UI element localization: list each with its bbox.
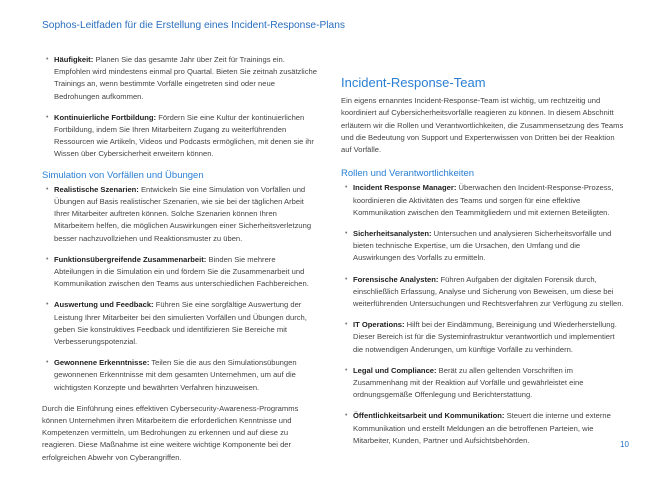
bullet-label: Realistische Szenarien:	[54, 184, 139, 194]
left-column	[42, 54, 317, 476]
list-item	[341, 365, 626, 402]
bullet-label: Häufigkeit:	[54, 55, 94, 64]
list-item	[42, 112, 317, 161]
bullet-label: Kontinuierliche Fortbildung:	[54, 112, 157, 122]
bullet-text: Führen Sie eine sorgfältige Auswertung der Leistung Ihrer Mitarbeiter bei den simulierten Vorfällen und Übungen durch, geben Sie konstruktives Feedback und identifizieren Sie Bereiche mit Verbesserungspotenzial.	[54, 300, 307, 347]
bullet-text: Teilen Sie die aus den Simulationsübungen gewonnenen Erkenntnisse mit dem gesamten Unternehmen, um auf die wichtigsten Konzepte und bewährten Verfahren hinzuweisen.	[54, 358, 297, 392]
page-number: 10	[620, 440, 629, 449]
bullet-text: Planen Sie das gesamte Jahr über Zeit für Trainings ein. Empfohlen wird mindestens einmal pro Quartal. Bieten Sie zeitnah zusätzliche Trainings an, wenn bestimmte Vorfälle eingetreten sind oder neue Bedrohungen aufkommen.	[54, 55, 317, 101]
bullet-text: Berät zu allen geltenden Vorschriften im Zusammenhang mit der Reaktion auf Vorfälle und gewährleistet eine ordnungsgemäße Offenlegung und Berichterstattung.	[353, 365, 584, 400]
bullet-label: Öffentlichkeitsarbeit und Kommunikation:	[353, 411, 505, 421]
bullet-text: Steuert die interne und externe Kommunikation und erstellt Meldungen an die betroffenen Parteien, wie Mitarbeiter, Kunden, Partner und Aufsichtsbehörden.	[353, 411, 611, 445]
bullet-text: Fördern Sie eine Kultur der kontinuierlichen Fortbildung, indem Sie Ihren Mitarbeitern Zugang zu weiterführenden Ressourcen wie Artikeln, Videos und Podcasts ermöglichen, mit denen sie ihr Wissen über Cybersicherheit erweitern können.	[54, 112, 314, 159]
list-item	[42, 54, 317, 103]
section-heading-roles: Rollen und Verantwortlichkeiten	[341, 168, 475, 180]
section-title: Incident-Response-Team	[341, 75, 486, 90]
closing-paragraph: Durch die Einführung eines effektiven Cybersecurity-Awareness-Programms können Unternehmen ihren Mitarbeitern die erforderlichen Kenntnisse und Kompetenzen vermitteln, um Bedrohungen zu erkennen und auf diese zu reagieren. Diese Maßnahme ist eine weitere wichtige Komponente bei der erfolgreichen Abwehr von Cyberangriffen.	[42, 403, 299, 462]
list-item	[42, 184, 317, 245]
bullet-text: Entwickeln Sie eine Simulation von Vorfällen und Übungen auf Basis realistischer Szenarien, wie sie bei der täglichen Arbeit Ihrer Mitarbeiter auftreten können. Solche Szenarien können Ihren Mitarbeitern helfen, die möglichen Auswirkungen einer Sicherheitsverletzung besser nachzuvollziehen und Reaktionsmuster zu üben.	[54, 184, 312, 243]
list-item	[42, 299, 317, 348]
roles-bullet-list	[341, 182, 626, 447]
list-item	[42, 357, 317, 394]
list-item	[341, 319, 626, 356]
bullet-text: Hilft bei der Eindämmung, Bereinigung und Wiederherstellung. Dieser Bereich ist für die Systeminfrastruktur verantwortlich und implementiert die notwendigen Änderungen, um künftige Vorfälle zu verhindern.	[353, 320, 617, 354]
document-header: Sophos-Leitfaden für die Erstellung eines Incident-Response-Plans	[42, 20, 345, 31]
list-item	[341, 410, 626, 447]
bullet-text: Untersuchen und analysieren Sicherheitsvorfälle und bieten technische Expertise, um die Ursachen, den Umfang und die Auswirkungen des Vorfalls zu ermitteln.	[353, 229, 612, 263]
bullet-label: IT Operations:	[353, 320, 405, 330]
bullet-label: Funktionsübergreifende Zusammenarbeit:	[54, 254, 207, 264]
simulation-bullet-list	[42, 184, 317, 394]
intro-paragraph: Ein eigens ernanntes Incident-Response-Team ist wichtig, um rechtzeitig und koordiniert auf Cybersicherheitsvorfälle reagieren zu können. In diesem Abschnitt erläutern wir die Rollen und Verantwortlichkeiten, die Zusammensetzung des Teams und die Bedeutung von Support und Expertenwissen von Dritten bei der Reaktion auf Vorfälle.	[341, 96, 624, 155]
list-item	[42, 254, 317, 291]
bullet-label: Auswertung und Feedback:	[54, 300, 154, 310]
section-heading-simulation: Simulation von Vorfällen und Übungen	[42, 169, 204, 181]
bullet-label: Forensische Analysten:	[353, 274, 439, 284]
bullet-label: Incident Response Manager:	[353, 183, 457, 193]
bullet-text: Binden Sie mehrere Abteilungen in die Simulation ein und fördern Sie die Zusammenarbeit und Kommunikation zwischen den Teams aus unterschiedlichen Fachbereichen.	[54, 254, 309, 289]
bullet-label: Legal und Compliance:	[353, 365, 437, 375]
right-column	[341, 77, 626, 456]
bullet-label: Sicherheitsanalysten:	[353, 229, 432, 239]
training-bullet-list	[42, 54, 317, 161]
bullet-label: Gewonnene Erkenntnisse:	[54, 358, 150, 368]
list-item	[341, 274, 626, 311]
list-item	[341, 228, 626, 265]
list-item	[341, 182, 626, 219]
bullet-text: Überwachen den Incident-Response-Prozess, koordinieren die Aktivitäten des Teams und sorgen für eine effektive Kommunikation zwischen den Teammitgliedern und mit externen Beteiligten.	[353, 183, 614, 217]
bullet-text: Führen Aufgaben der digitalen Forensik durch, einschließlich Erfassung, Analyse und Sicherung von Beweisen, um diese bei weiterführenden Untersuchungen und Rechtsverfahren zur Verfügung zu stellen.	[353, 274, 624, 309]
